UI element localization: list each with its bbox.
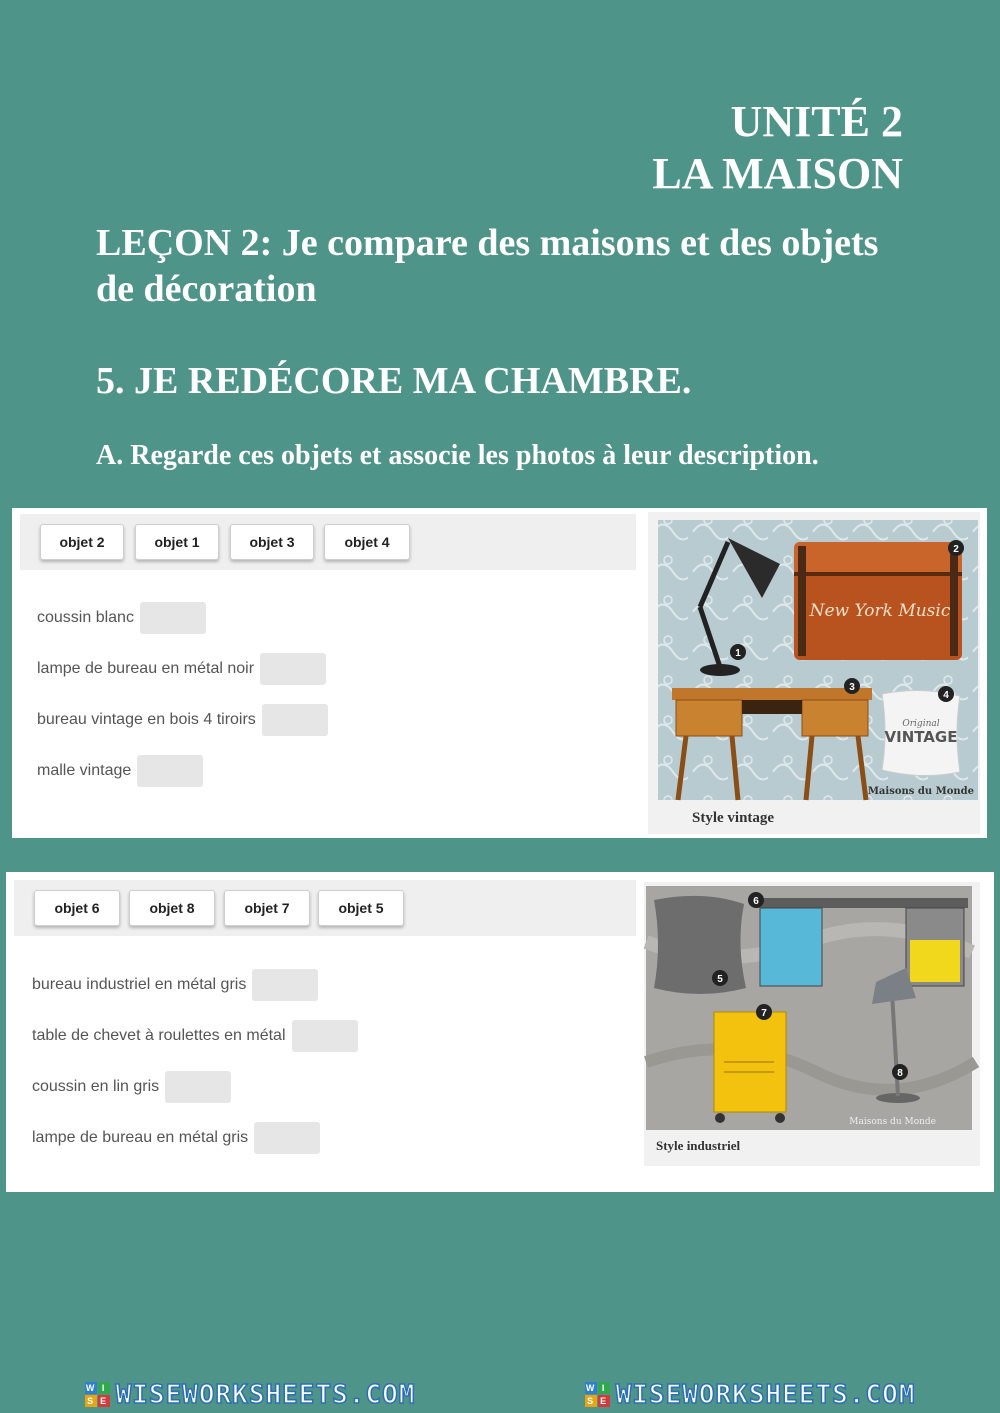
item-label: bureau vintage en bois 4 tiroirs [37, 711, 256, 728]
footer-watermark [0, 1376, 1000, 1413]
drop-zone[interactable] [254, 1122, 320, 1154]
drop-zone[interactable] [260, 653, 326, 685]
logo-letter: E [598, 1395, 610, 1407]
trunk-image [794, 542, 962, 660]
logo-letter: W [85, 1383, 96, 1393]
logo-letter: I [598, 1382, 610, 1394]
marker-number: 5 [717, 974, 723, 985]
unit-name: LA MAISON [652, 149, 903, 198]
draggable-chip[interactable]: objet 5 [318, 890, 404, 926]
logo-letter: I [98, 1382, 110, 1394]
marker-number: 6 [753, 896, 759, 907]
brand-text: WISEWORKSHEETS.COM [615, 1379, 916, 1410]
industrial-furniture-image [644, 882, 980, 1166]
drop-zone[interactable] [165, 1071, 231, 1103]
match-row [37, 755, 203, 787]
instruction-text: A. Regarde ces objets et associe les photos à leur description. [96, 440, 819, 471]
draggable-chip[interactable]: objet 3 [230, 524, 314, 560]
item-label: lampe de bureau en métal gris [32, 1129, 249, 1146]
drop-zone[interactable] [137, 755, 203, 787]
pillow-label-small: Original [902, 719, 940, 729]
brand-watermark [585, 1380, 916, 1410]
brand-text: WISEWORKSHEETS.COM [115, 1379, 416, 1410]
match-row [37, 704, 328, 736]
match-row [32, 969, 318, 1001]
brand-watermark [85, 1380, 416, 1410]
marker-number: 3 [849, 682, 855, 693]
marker-number: 2 [953, 544, 959, 555]
photo-credit: Maisons du Monde [867, 786, 974, 797]
item-label: coussin blanc [37, 609, 134, 626]
marker-number: 4 [943, 690, 949, 701]
item-label: table de chevet à roulettes en métal [32, 1027, 286, 1044]
activity-panel-industrial [6, 872, 994, 1192]
item-label: bureau industriel en métal gris [32, 976, 247, 993]
nightstand-image [714, 1012, 786, 1123]
marker-number: 7 [761, 1008, 767, 1019]
trunk-label: New York Music [809, 601, 951, 621]
brand-logo [585, 1382, 610, 1407]
unit-title [652, 96, 903, 200]
draggable-chip[interactable]: objet 8 [129, 890, 215, 926]
draggable-chip[interactable]: objet 2 [40, 524, 124, 560]
photo-caption: Style vintage [692, 810, 775, 826]
logo-letter: W [585, 1383, 596, 1393]
marker-number: 1 [735, 648, 741, 659]
match-row [32, 1122, 320, 1154]
marker-number: 8 [897, 1068, 903, 1079]
chip-bar [20, 514, 636, 570]
unit-number: UNITÉ 2 [730, 97, 903, 146]
pillow-label: VINTAGE [884, 728, 958, 746]
chip-bar [14, 880, 636, 936]
activity-panel-vintage [12, 508, 987, 838]
logo-letter: S [85, 1395, 97, 1407]
draggable-chip[interactable]: objet 6 [34, 890, 120, 926]
photo-card-vintage [648, 512, 980, 834]
photo-credit: Maisons du Monde [849, 1117, 936, 1127]
drop-zone[interactable] [262, 704, 328, 736]
draggable-chip[interactable]: objet 1 [135, 524, 219, 560]
section-title: 5. JE REDÉCORE MA CHAMBRE. [96, 360, 692, 402]
match-row [37, 602, 206, 634]
vintage-furniture-image [648, 512, 980, 834]
photo-card-industrial [644, 882, 980, 1166]
match-row [32, 1020, 358, 1052]
lesson-title: LEÇON 2: Je compare des maisons et des objets de décoration [96, 222, 879, 310]
item-label: malle vintage [37, 762, 132, 779]
draggable-chip[interactable]: objet 4 [324, 524, 410, 560]
draggable-chip[interactable]: objet 7 [224, 890, 310, 926]
pillow-image [882, 690, 960, 775]
photo-caption: Style industriel [656, 1138, 741, 1153]
item-label: lampe de bureau en métal noir [37, 660, 255, 677]
drop-zone[interactable] [252, 969, 318, 1001]
logo-letter: S [585, 1395, 597, 1407]
drop-zone[interactable] [292, 1020, 358, 1052]
match-row [32, 1071, 231, 1103]
brand-logo [85, 1382, 110, 1407]
drop-zone[interactable] [140, 602, 206, 634]
match-row [37, 653, 326, 685]
item-label: coussin en lin gris [32, 1078, 160, 1095]
logo-letter: E [98, 1395, 110, 1407]
gray-pillow-image [654, 896, 746, 994]
